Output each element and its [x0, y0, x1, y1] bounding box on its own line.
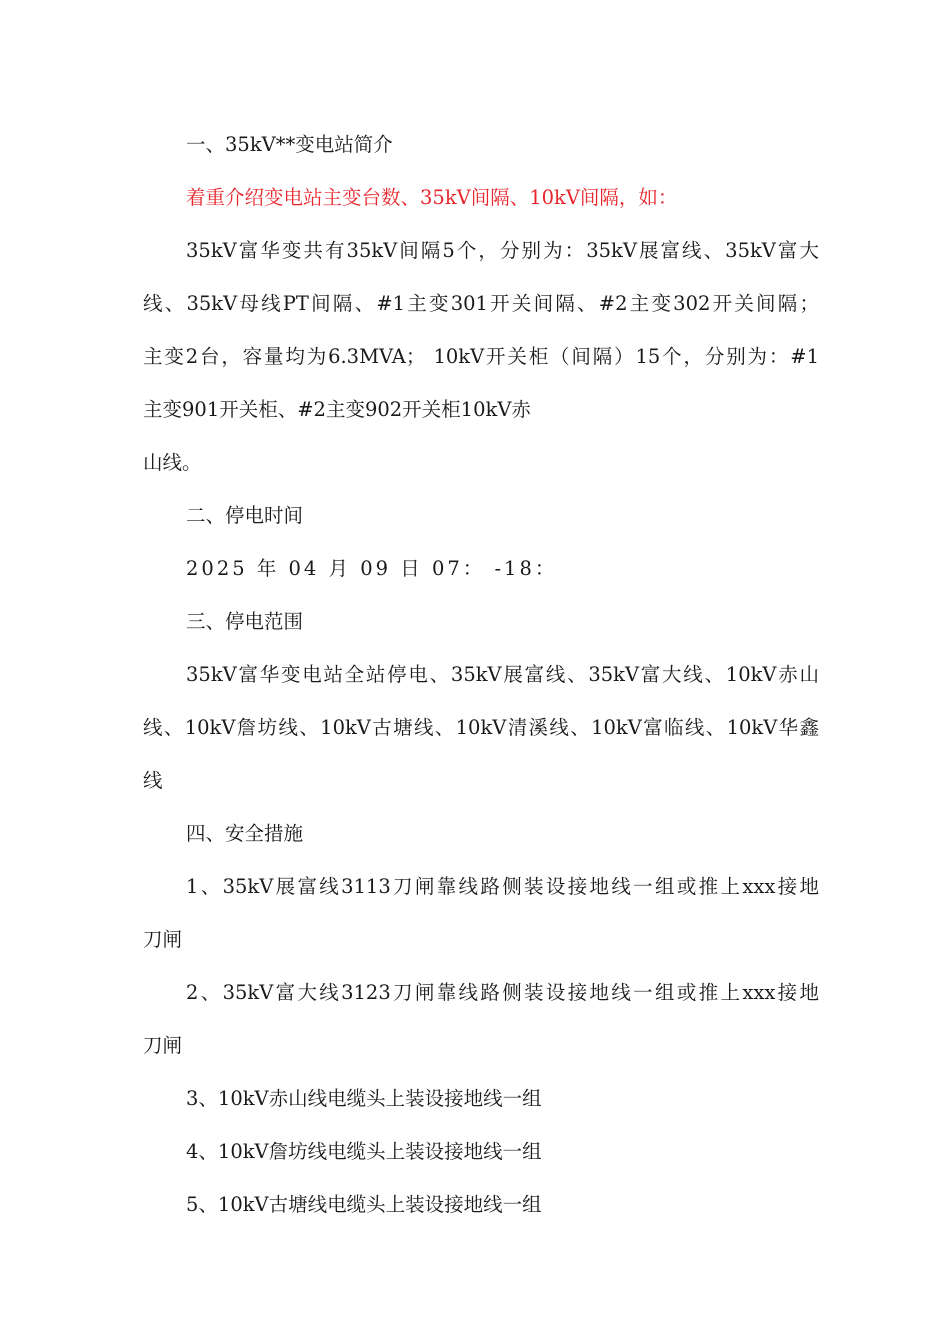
safety-measure-2: 2、35kV富大线3123刀闸靠线路侧装设接地线一组或推上xxx接地: [186, 981, 819, 1004]
section1-body-line: 线、35kV母线PT间隔、#1主变301开关间隔、#2主变302开关间隔；: [143, 292, 819, 315]
section3-body-line: 35kV富华变电站全站停电、35kV展富线、35kV富大线、10kV赤山: [186, 663, 819, 686]
section1-body-line: 主变901开关柜、#2主变902开关柜10kV赤: [143, 398, 531, 421]
safety-measure-2-cont: 刀闸: [143, 1034, 183, 1057]
section4-heading: 四、安全措施: [186, 822, 304, 845]
section3-body-line: 线: [143, 769, 163, 792]
section1-body-line: 35kV富华变共有35kV间隔5个，分别为：35kV展富线、35kV富大: [186, 239, 819, 262]
document-page: [143, 118, 819, 1231]
section3-body-line: 线、10kV詹坊线、10kV古塘线、10kV清溪线、10kV富临线、10kV华鑫: [143, 716, 819, 739]
section3-heading: 三、停电范围: [186, 610, 304, 633]
section1-heading: 一、35kV**变电站简介: [186, 133, 393, 156]
safety-measure-1-cont: 刀闸: [143, 928, 183, 951]
safety-measure-4: 4、10kV詹坊线电缆头上装设接地线一组: [186, 1140, 542, 1163]
section1-body-line: 主变2台，容量均为6.3MVA； 10kV开关柜（间隔）15个，分别为：#1: [143, 345, 819, 368]
section2-heading: 二、停电时间: [186, 504, 304, 527]
safety-measure-1: 1、35kV展富线3113刀闸靠线路侧装设接地线一组或推上xxx接地: [186, 875, 819, 898]
outage-time: 2025 年 04 月 09 日 07： -18：: [186, 557, 558, 580]
safety-measure-5: 5、10kV古塘线电缆头上装设接地线一组: [186, 1193, 542, 1216]
section1-body-line: 山线。: [143, 451, 202, 474]
section1-note: 着重介绍变电站主变台数、35kV间隔、10kV间隔，如：: [186, 186, 678, 209]
safety-measure-3: 3、10kV赤山线电缆头上装设接地线一组: [186, 1087, 542, 1110]
